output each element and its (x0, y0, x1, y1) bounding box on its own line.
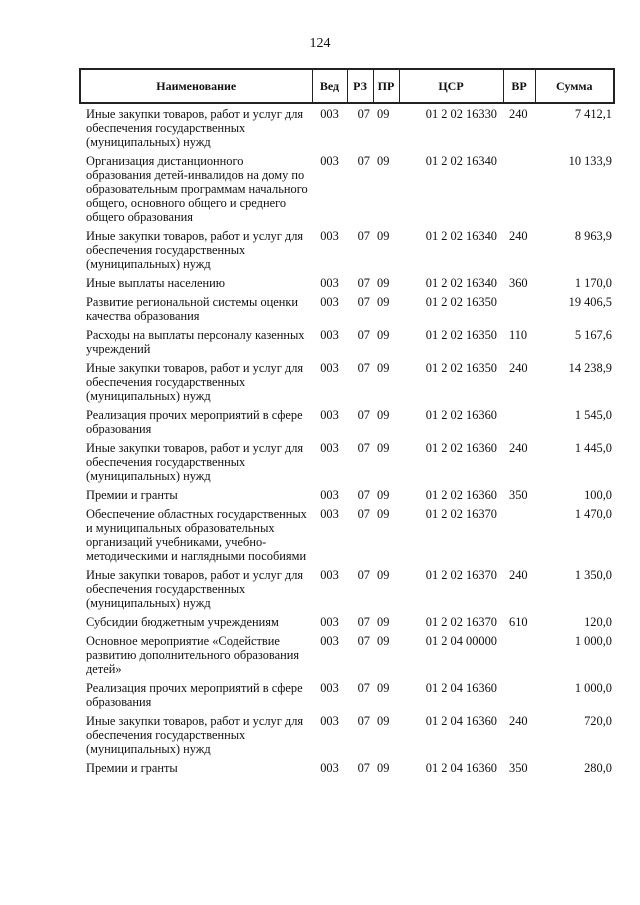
row-vr: 240 (509, 229, 528, 243)
header-sum: Сумма (535, 69, 614, 103)
row-rz: 07 (357, 568, 370, 582)
row-vr: 110 (509, 328, 528, 342)
row-name: Иные закупки товаров, работ и услуг для обеспечения государственных (муниципальных) нужд (86, 441, 304, 483)
row-ved: 003 (320, 276, 339, 290)
row-rz: 07 (357, 107, 370, 121)
header-vr: ВР (503, 69, 535, 103)
row-name: Иные закупки товаров, работ и услуг для обеспечения государственных (муниципальных) нужд (86, 714, 304, 756)
row-vr (503, 408, 535, 441)
row-csr: 01 2 04 16360 (425, 761, 497, 775)
row-sum: 280,0 (584, 761, 612, 775)
row-name: Иные закупки товаров, работ и услуг для обеспечения государственных (муниципальных) нужд (86, 107, 304, 149)
row-name: Иные выплаты населению (86, 276, 225, 290)
row-csr: 01 2 02 16340 (425, 154, 497, 168)
row-pr: 09 (377, 681, 390, 695)
table-row (80, 441, 614, 488)
row-pr: 09 (377, 154, 390, 168)
header-name: Наименование (80, 69, 312, 103)
row-pr: 09 (377, 761, 390, 775)
row-vr: 350 (509, 488, 528, 502)
row-sum: 10 133,9 (568, 154, 612, 168)
row-name: Иные закупки товаров, работ и услуг для обеспечения государственных (муниципальных) нужд (86, 229, 304, 271)
row-ved: 003 (320, 408, 339, 422)
row-vr: 360 (509, 276, 528, 290)
row-rz: 07 (357, 488, 370, 502)
row-ved: 003 (320, 328, 339, 342)
table-row (80, 276, 614, 295)
row-vr: 240 (509, 714, 528, 728)
row-ved: 003 (320, 441, 339, 455)
row-rz: 07 (357, 441, 370, 455)
row-vr (503, 295, 535, 328)
row-ved: 003 (320, 634, 339, 648)
row-csr: 01 2 02 16370 (425, 615, 497, 629)
row-rz: 07 (357, 634, 370, 648)
table-row (80, 681, 614, 714)
row-pr: 09 (377, 229, 390, 243)
row-pr: 09 (377, 328, 390, 342)
row-csr: 01 2 02 16370 (425, 507, 497, 521)
row-rz: 07 (357, 714, 370, 728)
row-ved: 003 (320, 488, 339, 502)
table-row (80, 488, 614, 507)
row-name: Реализация прочих мероприятий в сфере образования (86, 681, 303, 709)
table-row (80, 295, 614, 328)
row-vr: 240 (509, 107, 528, 121)
table-row (80, 568, 614, 615)
row-ved: 003 (320, 295, 339, 309)
row-vr (503, 681, 535, 714)
row-csr: 01 2 02 16350 (425, 361, 497, 375)
table-row (80, 634, 614, 681)
row-ved: 003 (320, 361, 339, 375)
row-sum: 1 445,0 (574, 441, 612, 455)
row-ved: 003 (320, 229, 339, 243)
row-sum: 8 963,9 (574, 229, 612, 243)
table-row (80, 103, 614, 154)
row-sum: 1 350,0 (574, 568, 612, 582)
row-name: Субсидии бюджетным учреждениям (86, 615, 279, 629)
row-csr: 01 2 02 16340 (425, 276, 497, 290)
table-row (80, 154, 614, 229)
row-sum: 7 412,1 (574, 107, 612, 121)
row-rz: 07 (357, 761, 370, 775)
row-rz: 07 (357, 408, 370, 422)
row-pr: 09 (377, 714, 390, 728)
row-ved: 003 (320, 154, 339, 168)
row-pr: 09 (377, 507, 390, 521)
row-pr: 09 (377, 441, 390, 455)
row-name: Премии и гранты (86, 761, 178, 775)
row-name: Развитие региональной системы оценки качества образования (86, 295, 299, 323)
row-rz: 07 (357, 328, 370, 342)
row-csr: 01 2 02 16360 (425, 408, 497, 422)
row-vr: 350 (509, 761, 528, 775)
row-sum: 100,0 (584, 488, 612, 502)
row-csr: 01 2 02 16370 (425, 568, 497, 582)
row-name: Премии и гранты (86, 488, 178, 502)
row-sum: 120,0 (584, 615, 612, 629)
row-pr: 09 (377, 568, 390, 582)
row-vr: 240 (509, 441, 528, 455)
row-csr: 01 2 02 16350 (425, 328, 497, 342)
row-rz: 07 (357, 276, 370, 290)
row-name: Организация дистанционного образования детей-инвалидов на дому по образовательным программам начального общего, основного общего и среднего общего образования (86, 154, 308, 224)
row-ved: 003 (320, 714, 339, 728)
row-pr: 09 (377, 361, 390, 375)
row-ved: 003 (320, 568, 339, 582)
row-pr: 09 (377, 295, 390, 309)
table-row (80, 507, 614, 568)
row-sum: 1 000,0 (574, 681, 612, 695)
row-vr (503, 507, 535, 568)
row-sum: 720,0 (584, 714, 612, 728)
row-name: Расходы на выплаты персоналу казенных учреждений (86, 328, 305, 356)
page-number: 124 (309, 36, 331, 51)
row-name: Основное мероприятие «Содействие развитию дополнительного образования детей» (86, 634, 300, 676)
row-name: Реализация прочих мероприятий в сфере образования (86, 408, 303, 436)
row-name: Иные закупки товаров, работ и услуг для обеспечения государственных (муниципальных) нужд (86, 568, 304, 610)
row-rz: 07 (357, 295, 370, 309)
table-row (80, 408, 614, 441)
table-row (80, 714, 614, 761)
row-csr: 01 2 02 16340 (425, 229, 497, 243)
row-pr: 09 (377, 615, 390, 629)
row-ved: 003 (320, 761, 339, 775)
table-row (80, 361, 614, 408)
row-ved: 003 (320, 615, 339, 629)
row-csr: 01 2 04 16360 (425, 714, 497, 728)
row-csr: 01 2 02 16330 (425, 107, 497, 121)
row-name: Обеспечение областных государственных и муниципальных образовательных организаций учебниками, учебно-методическими и наглядными пособиями (86, 507, 307, 563)
row-pr: 09 (377, 107, 390, 121)
table-row (80, 328, 614, 361)
header-rz: РЗ (347, 69, 373, 103)
row-vr (503, 154, 535, 229)
row-pr: 09 (377, 488, 390, 502)
budget-table (79, 68, 615, 780)
row-rz: 07 (357, 229, 370, 243)
row-rz: 07 (357, 681, 370, 695)
table-body (80, 103, 614, 780)
row-vr: 240 (509, 361, 528, 375)
row-pr: 09 (377, 276, 390, 290)
table-row (80, 761, 614, 780)
table-row (80, 229, 614, 276)
row-rz: 07 (357, 361, 370, 375)
row-vr: 240 (509, 568, 528, 582)
row-csr: 01 2 02 16360 (425, 488, 497, 502)
row-rz: 07 (357, 507, 370, 521)
row-ved: 003 (320, 107, 339, 121)
row-csr: 01 2 04 00000 (425, 634, 497, 648)
row-sum: 1 000,0 (574, 634, 612, 648)
row-vr (503, 634, 535, 681)
row-sum: 1 170,0 (574, 276, 612, 290)
row-sum: 14 238,9 (568, 361, 612, 375)
row-csr: 01 2 04 16360 (425, 681, 497, 695)
row-ved: 003 (320, 681, 339, 695)
table-header-row (80, 69, 614, 103)
row-pr: 09 (377, 408, 390, 422)
row-sum: 1 470,0 (574, 507, 612, 521)
row-rz: 07 (357, 154, 370, 168)
header-csr: ЦСР (399, 69, 503, 103)
header-ved: Вед (312, 69, 347, 103)
row-ved: 003 (320, 507, 339, 521)
row-vr: 610 (509, 615, 528, 629)
row-csr: 01 2 02 16350 (425, 295, 497, 309)
row-pr: 09 (377, 634, 390, 648)
row-sum: 5 167,6 (574, 328, 612, 342)
row-name: Иные закупки товаров, работ и услуг для обеспечения государственных (муниципальных) нужд (86, 361, 304, 403)
row-rz: 07 (357, 615, 370, 629)
row-sum: 1 545,0 (574, 408, 612, 422)
row-sum: 19 406,5 (568, 295, 612, 309)
row-csr: 01 2 02 16360 (425, 441, 497, 455)
table-row (80, 615, 614, 634)
header-pr: ПР (373, 69, 399, 103)
